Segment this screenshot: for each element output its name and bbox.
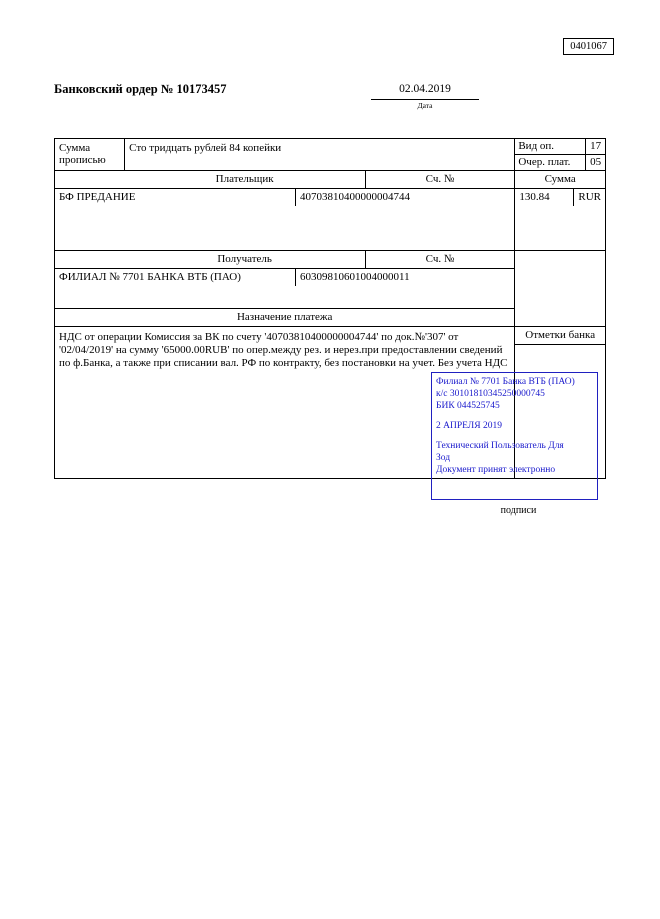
- amount-words-row: [55, 139, 606, 171]
- payer-header-inner: [125, 171, 515, 188]
- receiver-account-header-label: Сч. №: [425, 253, 455, 265]
- payer-body-inner: [55, 189, 514, 206]
- stamp-line-correspondent-account: к/с 30101810345250000745: [436, 389, 545, 399]
- payer-header-row: [55, 171, 606, 189]
- purpose-header-spacer: [515, 309, 606, 327]
- purpose-text: НДС от операции Комиссия за ВК по счету '40703810400000004744' по док.№'307' от '02/04/2019' на сумму '65000.00RUB' по опер.между рез. и нерез.при предоставлении сведений по ф.Банка, а также при списании вал. РФ по контракту, без постановки на учет. Без учета НДС: [55, 327, 515, 479]
- payer-name: БФ ПРЕДАНИЕ: [55, 189, 296, 206]
- payer-body-cell: [55, 189, 515, 251]
- payer-header-label: Плательщик: [125, 171, 366, 188]
- receiver-header-inner-row: [125, 251, 515, 268]
- stamp-line-date: 2 АПРЕЛЯ 2019: [436, 421, 502, 431]
- amount-words-label-line2: прописью: [59, 154, 106, 166]
- amount-value: 130.84: [515, 189, 574, 206]
- payer-body-inner-row: [55, 189, 514, 206]
- vid-op-label: Вид оп.: [515, 139, 586, 155]
- date-underline: [371, 99, 479, 100]
- amount-words-label-line1: Сумма: [59, 142, 91, 154]
- receiver-account: 60309810601004000011: [300, 271, 410, 283]
- date-caption: Дата: [417, 101, 433, 110]
- receiver-name: ФИЛИАЛ № 7701 БАНКА ВТБ (ПАО): [55, 269, 296, 286]
- receiver-body-cell: [55, 269, 515, 309]
- purpose-header-label: Назначение платежа: [55, 309, 515, 327]
- currency-value: RUR: [578, 191, 601, 203]
- amount-words-label-cell: [55, 139, 125, 171]
- stamp-line-bik: БИК 044525745: [436, 401, 500, 411]
- receiver-body-inner: [55, 269, 514, 286]
- receiver-body-inner-row: [55, 269, 514, 286]
- amount-header-label: Сумма: [515, 171, 606, 189]
- payer-header-cell: [125, 171, 515, 189]
- ocher-plat-label: Очер. плат.: [515, 155, 586, 171]
- vid-op-row: [515, 139, 605, 155]
- stamp-line-user-1: Технический Пользователь Для: [436, 441, 564, 451]
- purpose-header-row: [55, 309, 606, 327]
- stamp-line-accepted: Документ принят электронно: [436, 465, 556, 475]
- signatures-caption: подписи: [500, 505, 537, 516]
- amount-cell: [515, 189, 606, 251]
- receiver-header-row: [55, 251, 606, 269]
- receiver-header-label: Получатель: [125, 251, 366, 268]
- payer-header-spacer: [55, 171, 125, 189]
- stamp-gap-2: [436, 432, 593, 440]
- stamp-line-bank-name: Филиал № 7701 Банка ВТБ (ПАО): [436, 377, 575, 387]
- payer-account: 40703810400000004744: [300, 191, 410, 203]
- receiver-header-inner: [125, 251, 515, 268]
- page-title: Банковский ордер № 10173457: [54, 82, 227, 96]
- bank-marks-label: Отметки банка: [515, 327, 605, 345]
- ocher-plat-value: 05: [590, 156, 602, 168]
- payer-header-inner-row: [125, 171, 515, 188]
- receiver-header-amount-spacer: [515, 251, 606, 269]
- account-header-label: Сч. №: [425, 173, 455, 185]
- amount-inner-row: [515, 189, 605, 206]
- receiver-header-spacer: [55, 251, 125, 269]
- payer-row: [55, 189, 606, 251]
- operation-codes-table: [515, 139, 605, 170]
- document-date-value: 02.04.2019: [399, 83, 451, 95]
- stamp-gap-1: [436, 412, 593, 420]
- vid-op-value: 17: [586, 139, 605, 155]
- ocher-plat-row: [515, 155, 605, 171]
- receiver-header-cell: [125, 251, 515, 269]
- amount-inner-table: [515, 189, 605, 206]
- receiver-amount-spacer: [515, 269, 606, 309]
- amount-words-value: Сто тридцать рублей 84 копейки: [125, 139, 515, 171]
- form-code-box: 0401067: [563, 38, 614, 55]
- receiver-row: [55, 269, 606, 309]
- bank-stamp: [431, 372, 598, 500]
- operation-codes-cell: [515, 139, 606, 171]
- stamp-line-user-2: Зод: [436, 453, 451, 463]
